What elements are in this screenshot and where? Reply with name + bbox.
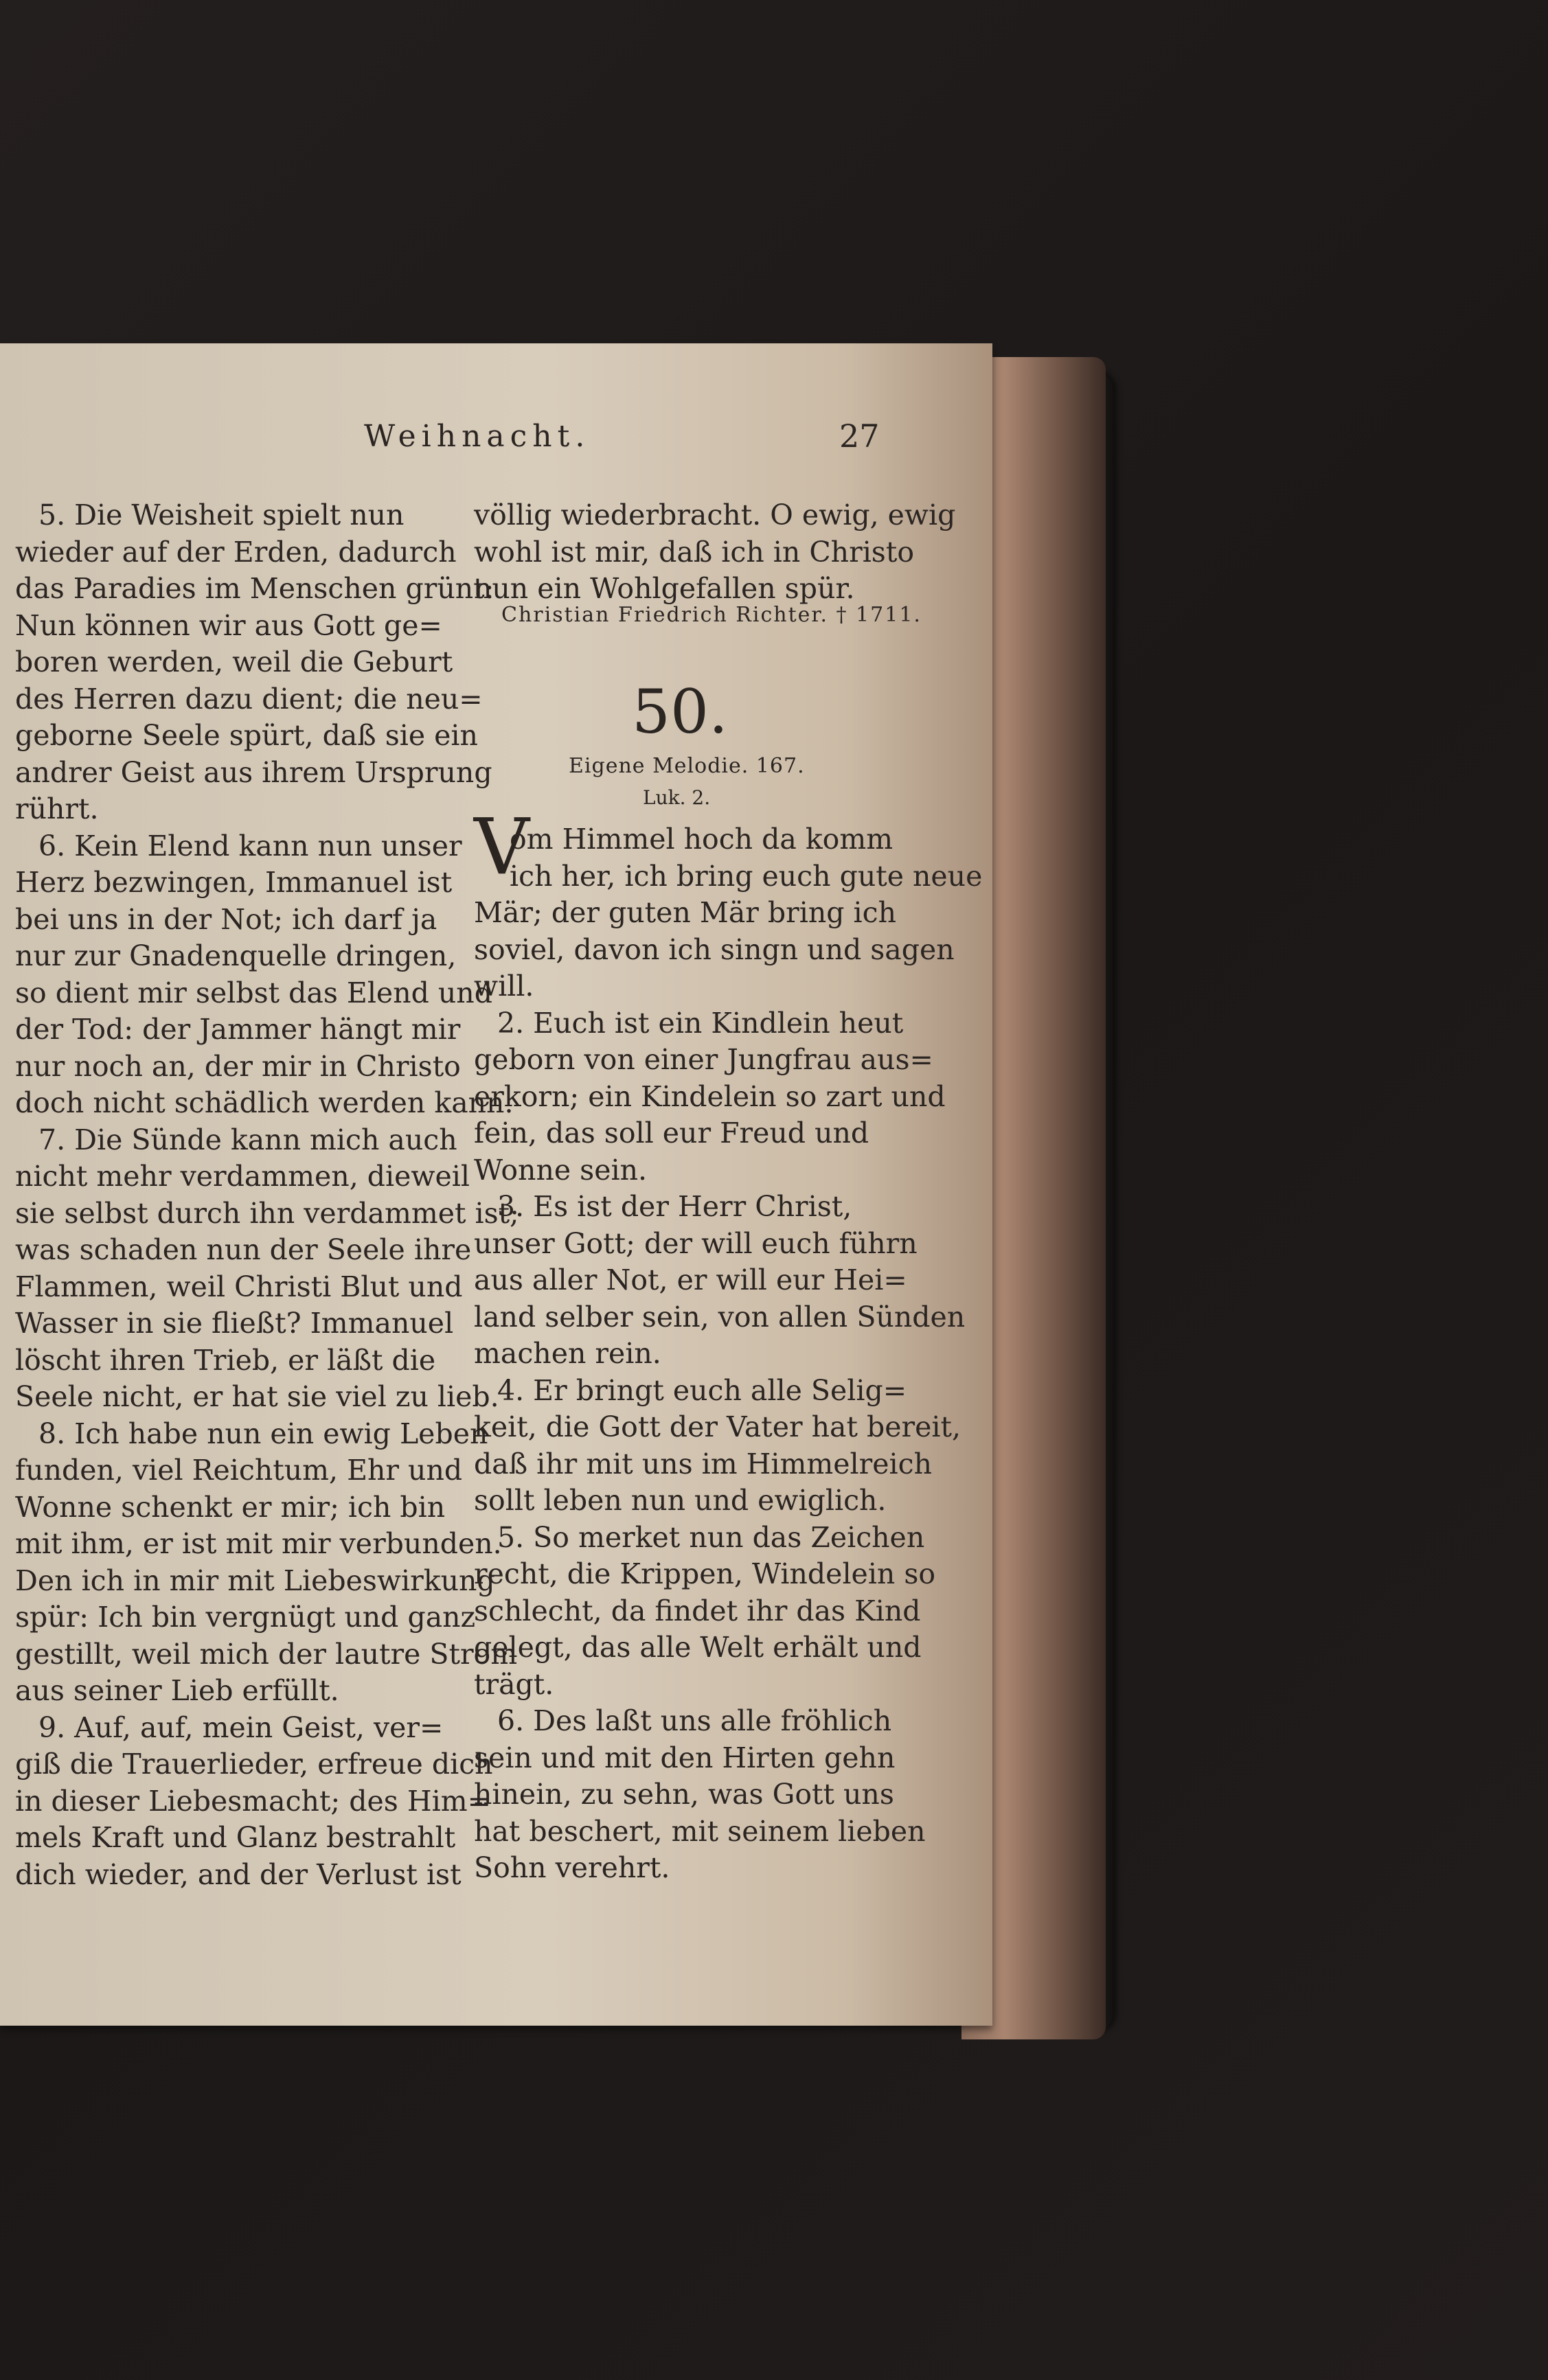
text-line: 4. Er bringt euch alle Selig= [497,1373,907,1407]
text-line: schlecht, da findet ihr das Kind [474,1594,921,1627]
text-line: Nun können wir aus Gott ge= [15,608,442,642]
text-line: nur zur Gnadenquelle dringen, [15,939,457,972]
text-line: aus aller Not, er will eur Hei= [474,1263,907,1296]
text-line: dich wieder, and der Verlust ist [15,1857,462,1891]
text-line: funden, viel Reichtum, Ehr und [15,1454,463,1487]
text-line: andrer Geist aus ihrem Ursprung [15,755,492,789]
text-line: was schaden nun der Seele ihre [15,1233,472,1266]
text-line: daß ihr mit uns im Himmelreich [474,1447,933,1480]
page-number: 27 [839,417,880,455]
text-line: sollt leben nun und ewiglich. [474,1484,887,1517]
text-line: 6. Kein Elend kann nun unser [38,829,462,862]
text-line: gelegt, das alle Welt erhält und [474,1631,922,1664]
text-line: ich her, ich bring euch gute neue [510,859,983,893]
text-line: Herz bezwingen, Immanuel ist [15,866,453,899]
text-line: sie selbst durch ihn verdammet ist; [15,1196,519,1230]
text-line: wieder auf der Erden, dadurch [15,535,457,569]
text-line: mels Kraft und Glanz bestrahlt [15,1821,456,1854]
text-line: machen rein. [474,1337,661,1370]
text-line: rührt. [15,792,99,825]
text-line: hat beschert, mit seinem lieben [474,1814,926,1848]
text-line: 9. Auf, auf, mein Geist, ver= [38,1710,444,1744]
text-line: soviel, davon ich singn und sagen [474,932,955,966]
right-column-top [474,497,955,608]
text-line: Wonne sein. [474,1153,648,1187]
text-line: boren werden, weil die Geburt [15,645,453,678]
text-line: völlig wiederbracht. O ewig, ewig [474,499,956,531]
text-line: land selber sein, von allen Sünden [474,1300,966,1334]
text-line: 5. Die Weisheit spielt nun [38,499,405,531]
hymn-text [474,821,982,1887]
text-line: Mär; der guten Mär bring ich [474,896,897,929]
text-line: Den ich in mir mit Liebeswirkung [15,1564,495,1597]
scripture-reference: Luk. 2. [643,786,711,809]
text-line: keit, die Gott der Vater hat bereit, [474,1410,961,1443]
text-line: Wonne schenkt er mir; ich bin [15,1490,446,1524]
drop-cap: V [474,803,530,892]
text-line: Seele nicht, er hat sie viel zu lieb. [15,1380,499,1413]
text-line: recht, die Krippen, Windelein so [474,1557,936,1590]
text-line: nun ein Wohlgefallen spür. [474,572,855,605]
running-header: Weihnacht. [364,419,591,454]
text-line: erkorn; ein Kindelein so zart und [474,1079,946,1113]
text-line: doch nicht schädlich werden kann. [15,1086,514,1119]
text-line: 5. So merket nun das Zeichen [497,1520,925,1554]
text-line: 8. Ich habe nun ein ewig Leben [38,1417,488,1450]
text-line: trägt. [474,1667,554,1701]
text-line: löscht ihren Trieb, er läßt die [15,1343,436,1377]
text-line: geborne Seele spürt, daß sie ein [15,719,478,752]
text-line: Sohn verehrt. [474,1851,670,1884]
text-line: hinein, zu sehn, was Gott uns [474,1778,894,1811]
author-attribution: Christian Friedrich Richter. † 1711. [501,603,922,627]
text-line: gestillt, weil mich der lautre Strom [15,1637,518,1671]
text-line: Flammen, weil Christi Blut und [15,1270,463,1303]
text-line: in dieser Liebesmacht; des Him= [15,1784,491,1818]
text-line: 3. Es ist der Herr Christ, [497,1190,852,1223]
text-line: geborn von einer Jungfrau aus= [474,1043,933,1076]
text-line: om Himmel hoch da komm [510,823,893,856]
text-line: unser Gott; der will euch führn [474,1226,918,1260]
text-line: 6. Des laßt uns alle fröhlich [497,1704,892,1737]
text-line: aus seiner Lieb erfüllt. [15,1674,339,1707]
text-line: Wasser in sie fließt? Immanuel [15,1307,454,1340]
text-line: fein, das soll eur Freud und [474,1117,869,1149]
text-line: nicht mehr verdammen, dieweil [15,1160,470,1193]
text-line: bei uns in der Not; ich darf ja [15,902,437,936]
text-line: spür: Ich bin vergnügt und ganz [15,1601,476,1634]
text-line: des Herren dazu dient; die neu= [15,682,483,716]
text-line: so dient mir selbst das Elend und [15,976,492,1009]
text-line: 7. Die Sünde kann mich auch [38,1123,457,1156]
text-line: mit ihm, er ist mit mir verbunden. [15,1527,502,1560]
text-line: will. [474,970,534,1003]
left-column [15,497,519,1893]
text-line: sein und mit den Hirten gehn [474,1741,896,1774]
text-line: wohl ist mir, daß ich in Christo [474,535,915,569]
hymn-number: 50. [632,676,728,747]
text-line: giß die Trauerlieder, erfreue dich [15,1748,493,1781]
text-line: nur noch an, der mir in Christo [15,1049,461,1083]
melody-reference: Eigene Melodie. 167. [569,754,805,778]
text-line: 2. Euch ist ein Kindlein heut [497,1006,904,1040]
text-line: der Tod: der Jammer hängt mir [15,1013,461,1046]
text-line: das Paradies im Menschen grünt: [15,572,494,605]
